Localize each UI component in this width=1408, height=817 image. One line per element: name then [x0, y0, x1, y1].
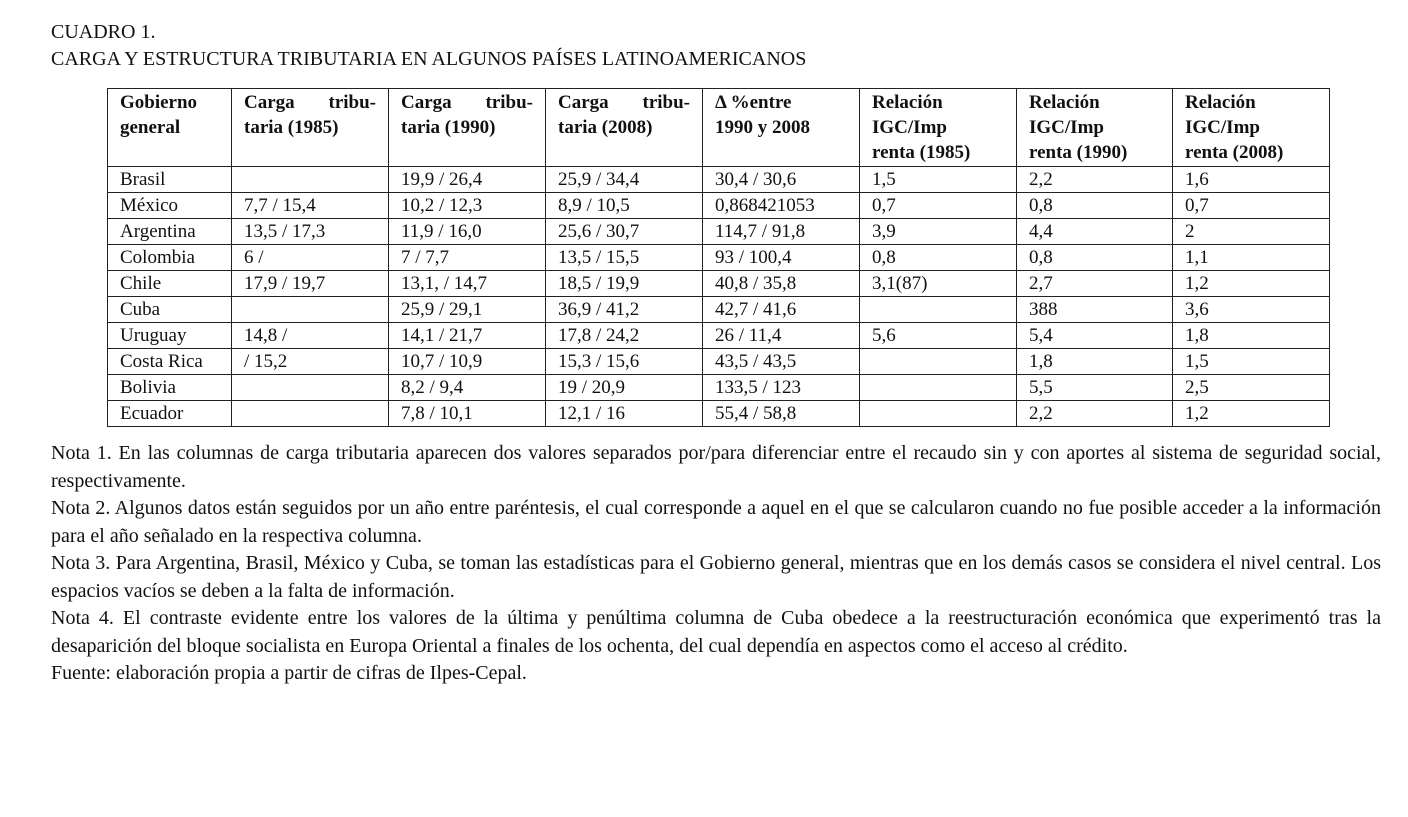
value-cell: 5,5: [1017, 375, 1173, 401]
table-row: [108, 219, 1330, 245]
value-cell: 14,8 /: [232, 323, 389, 349]
value-cell: 4,4: [1017, 219, 1173, 245]
header-line: Δ %entre: [715, 92, 792, 113]
value-cell: 7 / 7,7: [389, 245, 546, 271]
header-line: taria (1985): [244, 117, 339, 138]
table-row: [108, 323, 1330, 349]
table-row: [108, 167, 1330, 193]
table-row: [108, 193, 1330, 219]
value-cell: 93 / 100,4: [703, 245, 860, 271]
table-caption: [51, 19, 806, 73]
country-cell: México: [108, 193, 232, 219]
value-cell: 0,8: [1017, 245, 1173, 271]
source-note: Fuente: elaboración propia a partir de cifras de Ilpes-Cepal.: [51, 662, 527, 684]
header-line: IGC/Imp: [872, 117, 947, 138]
value-cell: 55,4 / 58,8: [703, 401, 860, 427]
value-cell: 1,8: [1173, 323, 1330, 349]
header-line: IGC/Imp: [1029, 117, 1104, 138]
value-cell: 10,7 / 10,9: [389, 349, 546, 375]
header-line: Relación: [1029, 92, 1100, 113]
note-paragraph: Nota 1. En las columnas de carga tributaria aparecen dos valores separados por/para diferenciar entre el recaudo sin y con aportes al sistema de seguridad social, respectivamente.: [51, 442, 1381, 492]
value-cell: [232, 167, 389, 193]
table-label: CUADRO 1.: [51, 21, 156, 43]
value-cell: 0,7: [860, 193, 1017, 219]
value-cell: 13,1, / 14,7: [389, 271, 546, 297]
header-line: renta (2008): [1185, 142, 1284, 163]
value-cell: 1,8: [1017, 349, 1173, 375]
value-cell: [232, 297, 389, 323]
value-cell: [860, 349, 1017, 375]
header-row: [108, 89, 1330, 167]
note-paragraph: Nota 3. Para Argentina, Brasil, México y Cuba, se toman las estadísticas para el Gobierno general, mientras que en los demás casos se considera el nivel central. Los espacios vacíos se deben a la falta de información.: [51, 552, 1381, 602]
value-cell: 1,2: [1173, 401, 1330, 427]
header-line: IGC/Imp: [1185, 117, 1260, 138]
value-cell: 2: [1173, 219, 1330, 245]
table-notes: [51, 440, 1381, 688]
table-row: [108, 297, 1330, 323]
header-carga-2008: [546, 89, 703, 167]
value-cell: 1,6: [1173, 167, 1330, 193]
header-line: renta (1990): [1029, 142, 1128, 163]
country-cell: Ecuador: [108, 401, 232, 427]
header-line: Relación: [872, 92, 943, 113]
country-cell: Argentina: [108, 219, 232, 245]
value-cell: 0,8: [860, 245, 1017, 271]
table-row: [108, 245, 1330, 271]
value-cell: 36,9 / 41,2: [546, 297, 703, 323]
value-cell: 17,8 / 24,2: [546, 323, 703, 349]
header-gobierno-general: [108, 89, 232, 167]
tax-burden-table: [107, 88, 1330, 427]
country-cell: Cuba: [108, 297, 232, 323]
value-cell: 40,8 / 35,8: [703, 271, 860, 297]
value-cell: 8,9 / 10,5: [546, 193, 703, 219]
value-cell: 0,7: [1173, 193, 1330, 219]
table-title: CARGA Y ESTRUCTURA TRIBUTARIA EN ALGUNOS PAÍSES LATINOAMERICANOS: [51, 48, 807, 70]
value-cell: 2,7: [1017, 271, 1173, 297]
value-cell: 12,1 / 16: [546, 401, 703, 427]
header-line: renta (1985): [872, 142, 971, 163]
value-cell: 2,2: [1017, 167, 1173, 193]
value-cell: 15,3 / 15,6: [546, 349, 703, 375]
value-cell: 3,1(87): [860, 271, 1017, 297]
header-line: taria (1990): [401, 117, 496, 138]
value-cell: 17,9 / 19,7: [232, 271, 389, 297]
country-cell: Costa Rica: [108, 349, 232, 375]
value-cell: 5,4: [1017, 323, 1173, 349]
header-relacion-2008: [1173, 89, 1330, 167]
value-cell: [860, 401, 1017, 427]
value-cell: 2,2: [1017, 401, 1173, 427]
value-cell: 133,5 / 123: [703, 375, 860, 401]
value-cell: 2,5: [1173, 375, 1330, 401]
header-line: Carga tribu-: [401, 92, 533, 113]
value-cell: 30,4 / 30,6: [703, 167, 860, 193]
value-cell: 14,1 / 21,7: [389, 323, 546, 349]
value-cell: 388: [1017, 297, 1173, 323]
value-cell: 42,7 / 41,6: [703, 297, 860, 323]
country-cell: Uruguay: [108, 323, 232, 349]
value-cell: [232, 401, 389, 427]
table-row: [108, 349, 1330, 375]
value-cell: 1,2: [1173, 271, 1330, 297]
value-cell: 114,7 / 91,8: [703, 219, 860, 245]
value-cell: 1,5: [1173, 349, 1330, 375]
value-cell: [232, 375, 389, 401]
table-row: [108, 375, 1330, 401]
value-cell: 0,8: [1017, 193, 1173, 219]
note-paragraph: Nota 2. Algunos datos están seguidos por un año entre paréntesis, el cual corresponde a aquel en el que se calcularon cuando no fue posible acceder a la información para el año señalado en la respectiva columna.: [51, 497, 1381, 547]
table-row: [108, 401, 1330, 427]
value-cell: 11,9 / 16,0: [389, 219, 546, 245]
header-delta: [703, 89, 860, 167]
header-relacion-1990: [1017, 89, 1173, 167]
value-cell: 3,6: [1173, 297, 1330, 323]
value-cell: 6 /: [232, 245, 389, 271]
value-cell: 13,5 / 17,3: [232, 219, 389, 245]
value-cell: 7,7 / 15,4: [232, 193, 389, 219]
value-cell: 18,5 / 19,9: [546, 271, 703, 297]
value-cell: 0,868421053: [703, 193, 860, 219]
header-line: Carga tribu-: [558, 92, 690, 113]
value-cell: / 15,2: [232, 349, 389, 375]
header-carga-1990: [389, 89, 546, 167]
country-cell: Brasil: [108, 167, 232, 193]
value-cell: 7,8 / 10,1: [389, 401, 546, 427]
value-cell: [860, 297, 1017, 323]
value-cell: 25,9 / 29,1: [389, 297, 546, 323]
header-carga-1985: [232, 89, 389, 167]
value-cell: 25,6 / 30,7: [546, 219, 703, 245]
value-cell: 1,5: [860, 167, 1017, 193]
value-cell: 13,5 / 15,5: [546, 245, 703, 271]
value-cell: 25,9 / 34,4: [546, 167, 703, 193]
header-relacion-1985: [860, 89, 1017, 167]
header-line: taria (2008): [558, 117, 653, 138]
value-cell: 26 / 11,4: [703, 323, 860, 349]
value-cell: 19 / 20,9: [546, 375, 703, 401]
value-cell: 19,9 / 26,4: [389, 167, 546, 193]
value-cell: 43,5 / 43,5: [703, 349, 860, 375]
country-cell: Chile: [108, 271, 232, 297]
value-cell: 3,9: [860, 219, 1017, 245]
value-cell: [860, 375, 1017, 401]
country-cell: Bolivia: [108, 375, 232, 401]
value-cell: 1,1: [1173, 245, 1330, 271]
note-paragraph: Nota 4. El contraste evidente entre los valores de la última y penúltima columna de Cuba obedece a la reestructuración económica que experimentó tras la desaparición del bloque socialista en Europa Oriental a finales de los ochenta, del cual dependía en aspectos como el acceso al crédito.: [51, 607, 1381, 657]
table-row: [108, 271, 1330, 297]
table-body: [108, 167, 1330, 427]
header-line: Gobierno: [120, 92, 198, 113]
value-cell: 8,2 / 9,4: [389, 375, 546, 401]
header-line: 1990 y 2008: [715, 117, 810, 138]
value-cell: 5,6: [860, 323, 1017, 349]
value-cell: 10,2 / 12,3: [389, 193, 546, 219]
country-cell: Colombia: [108, 245, 232, 271]
header-line: Relación: [1185, 92, 1256, 113]
header-line: Carga tribu-: [244, 92, 376, 113]
header-line: general: [120, 117, 181, 138]
